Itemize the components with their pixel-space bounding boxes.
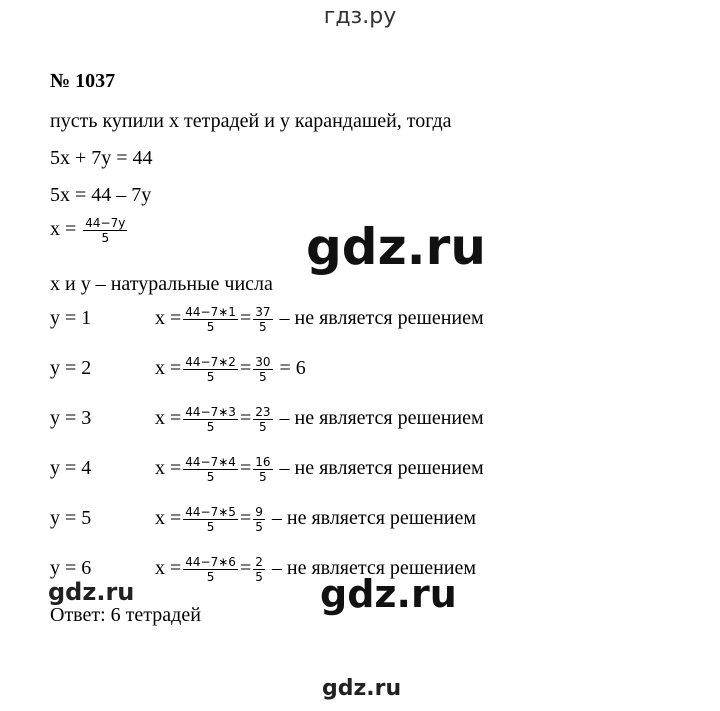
equation-3: [50, 216, 129, 245]
y-value: y = 6: [50, 557, 92, 580]
result-fraction: [253, 305, 272, 334]
watermark-bottom: gdz.ru: [322, 676, 402, 701]
fraction-numerator: 44−7∗1: [185, 305, 236, 319]
x-lhs: x =: [155, 357, 182, 380]
fraction-denominator: 5: [259, 320, 267, 334]
answer-text: Ответ: 6 тетрадей: [50, 604, 201, 626]
fraction-numerator: 44−7∗4: [185, 455, 236, 469]
equation-3-fraction: [83, 216, 127, 245]
fraction-numerator: 30: [255, 355, 271, 369]
row-conclusion: = 6: [279, 357, 306, 380]
fraction-numerator: 2: [255, 555, 263, 569]
row-conclusion: – не является решением: [279, 407, 484, 430]
fraction-numerator: 44−7y: [85, 216, 126, 230]
fraction-denominator: 5: [206, 420, 215, 434]
equals-sign: =: [239, 357, 252, 380]
fraction-numerator: 44−7∗3: [185, 405, 236, 419]
solution-row: [50, 305, 484, 334]
fraction-numerator: 44−7∗6: [185, 555, 236, 569]
expression-fraction: [183, 505, 238, 534]
equation-2: 5x = 44 – 7y: [50, 184, 152, 206]
fraction-numerator: 37: [255, 305, 271, 319]
solution-row: [50, 405, 484, 434]
result-fraction: [253, 555, 265, 584]
solution-row: [50, 505, 476, 534]
row-conclusion: – не является решением: [279, 307, 484, 330]
fraction-denominator: 5: [206, 370, 215, 384]
x-lhs: x =: [155, 407, 182, 430]
expression-fraction: [183, 555, 238, 584]
x-lhs: x =: [155, 557, 182, 580]
fraction-denominator: 5: [206, 320, 215, 334]
x-lhs: x =: [155, 307, 182, 330]
fraction-numerator: 9: [255, 505, 263, 519]
equals-sign: =: [239, 407, 252, 430]
equation-1: 5x + 7y = 44: [50, 147, 153, 169]
fraction-numerator: 44−7∗5: [185, 505, 236, 519]
fraction-denominator: 5: [255, 520, 263, 534]
result-fraction: [253, 505, 265, 534]
fraction-numerator: 44−7∗2: [185, 355, 236, 369]
equals-sign: =: [239, 507, 252, 530]
equals-sign: =: [239, 307, 252, 330]
x-lhs: x =: [155, 457, 182, 480]
fraction-denominator: 5: [259, 420, 267, 434]
watermark-small: gdz.ru: [48, 578, 135, 606]
y-value: y = 5: [50, 507, 92, 530]
row-conclusion: – не является решением: [271, 557, 477, 580]
solution-row: [50, 455, 484, 484]
result-fraction: [253, 455, 272, 484]
expression-fraction: [183, 305, 238, 334]
fraction-denominator: 5: [259, 370, 267, 384]
equals-sign: =: [239, 457, 252, 480]
expression-fraction: [183, 405, 238, 434]
watermark-large: gdz.ru: [306, 218, 486, 276]
y-value: y = 3: [50, 407, 92, 430]
y-value: y = 1: [50, 307, 92, 330]
row-conclusion: – не является решением: [271, 507, 477, 530]
solution-row: [50, 355, 306, 384]
problem-number: № 1037: [50, 70, 116, 92]
fraction-numerator: 23: [255, 405, 271, 419]
equation-3-lhs: x =: [50, 218, 77, 241]
row-conclusion: – не является решением: [279, 457, 484, 480]
watermark-medium: gdz.ru: [320, 572, 457, 616]
fraction-denominator: 5: [255, 570, 263, 584]
result-fraction: [253, 355, 272, 384]
fraction-denominator: 5: [206, 520, 215, 534]
expression-fraction: [183, 355, 238, 384]
equals-sign: =: [239, 557, 252, 580]
natural-numbers-note: x и y – натуральные числа: [50, 273, 273, 295]
site-title: гдз.ру: [323, 4, 397, 29]
y-value: y = 4: [50, 457, 92, 480]
fraction-numerator: 16: [255, 455, 271, 469]
intro-text: пусть купили x тетрадей и у карандашей, тогда: [50, 110, 452, 132]
fraction-denominator: 5: [206, 570, 215, 584]
expression-fraction: [183, 455, 238, 484]
y-value: y = 2: [50, 357, 92, 380]
x-lhs: x =: [155, 507, 182, 530]
result-fraction: [253, 405, 272, 434]
fraction-denominator: 5: [101, 231, 110, 245]
fraction-denominator: 5: [206, 470, 215, 484]
fraction-denominator: 5: [259, 470, 267, 484]
